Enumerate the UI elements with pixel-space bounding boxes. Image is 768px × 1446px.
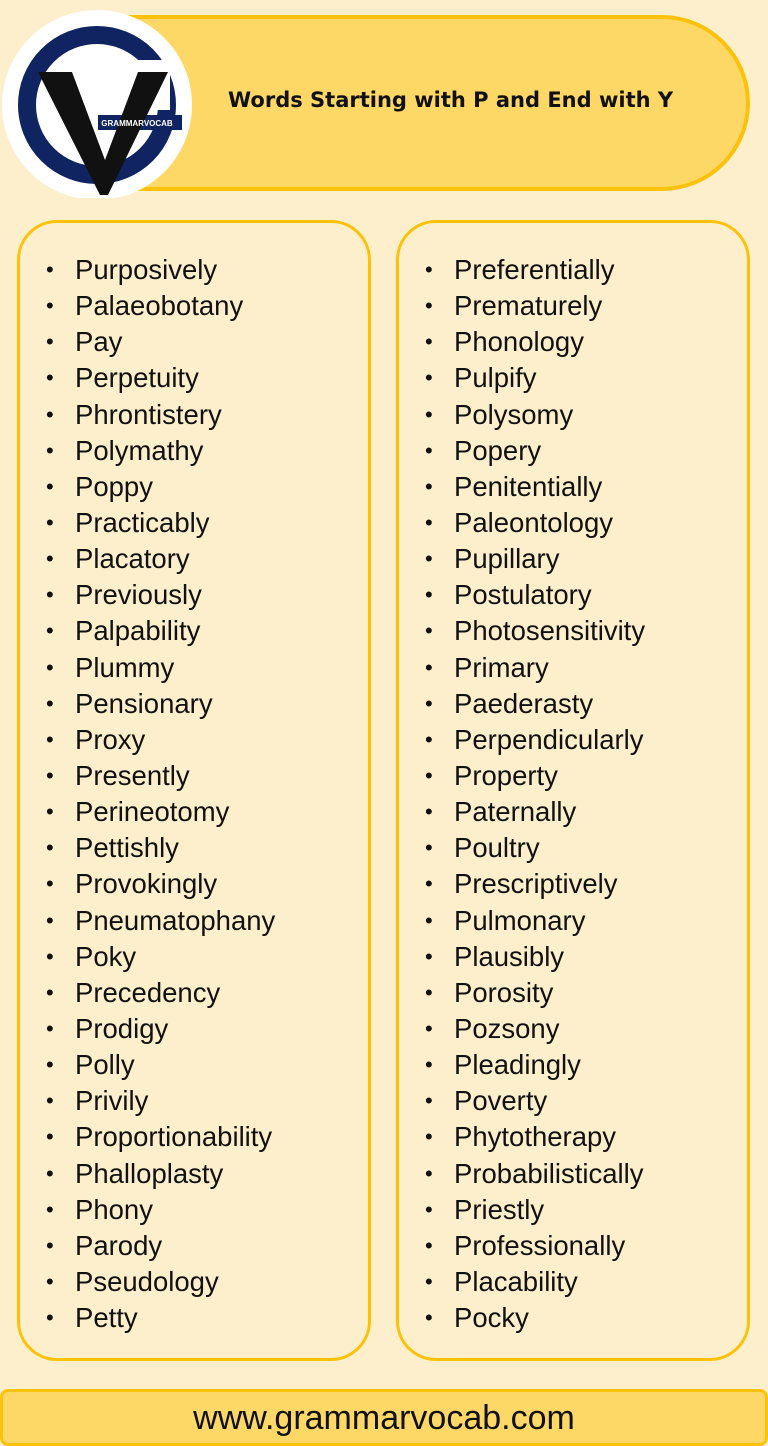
word-list-item	[20, 613, 368, 649]
bullet-icon: •	[46, 871, 54, 897]
word-text: Pneumatophany	[75, 904, 276, 936]
word-list-item	[399, 252, 747, 288]
word-text: Proportionability	[75, 1121, 273, 1153]
bullet-icon: •	[46, 618, 54, 644]
bullet-icon: •	[46, 329, 54, 355]
word-list-item	[20, 939, 368, 975]
word-list-item	[399, 541, 747, 577]
word-text: Phytotherapy	[454, 1121, 617, 1153]
bullet-icon: •	[46, 979, 54, 1005]
bullet-icon: •	[46, 1015, 54, 1041]
word-list-item	[20, 794, 368, 830]
bullet-icon: •	[46, 1232, 54, 1258]
bullet-icon: •	[425, 1124, 433, 1150]
word-list-item	[20, 830, 368, 866]
bullet-icon: •	[46, 1124, 54, 1150]
word-text: Pupillary	[454, 543, 560, 575]
word-list-item	[399, 613, 747, 649]
word-list-item	[20, 1228, 368, 1264]
word-text: Presently	[75, 759, 190, 791]
bullet-icon: •	[46, 654, 54, 680]
word-list-item	[20, 252, 368, 288]
word-list-item	[399, 1156, 747, 1192]
word-text: Pleadingly	[454, 1049, 581, 1081]
bullet-icon: •	[46, 293, 54, 319]
word-text: Pay	[75, 326, 123, 358]
bullet-icon: •	[425, 618, 433, 644]
bullet-icon: •	[425, 257, 433, 282]
word-text: Phalloplasty	[75, 1157, 224, 1189]
word-text: Probabilistically	[454, 1157, 644, 1189]
word-text: Palaeobotany	[75, 290, 244, 322]
word-text: Phrontistery	[75, 398, 222, 430]
bullet-icon: •	[46, 437, 54, 463]
bullet-icon: •	[46, 582, 54, 608]
bullet-icon: •	[425, 871, 433, 897]
bullet-icon: •	[425, 1196, 433, 1222]
word-text: Pocky	[454, 1302, 529, 1334]
word-text: Prematurely	[454, 290, 603, 322]
word-list-item	[20, 288, 368, 324]
bullet-icon: •	[425, 1052, 433, 1078]
word-list-item	[399, 1047, 747, 1083]
word-list-item	[20, 505, 368, 541]
word-text: Pseudology	[75, 1265, 219, 1297]
word-list-item	[399, 505, 747, 541]
word-text: Petty	[75, 1302, 138, 1334]
word-text: Polymathy	[75, 434, 204, 466]
bullet-icon: •	[46, 1160, 54, 1186]
word-text: Poultry	[454, 832, 540, 864]
word-text: Pensionary	[75, 687, 213, 719]
word-text: Photosensitivity	[454, 615, 646, 647]
word-list-item	[399, 324, 747, 360]
word-text: Perpetuity	[75, 362, 199, 394]
word-list-item	[399, 397, 747, 433]
bullet-icon: •	[425, 1268, 433, 1294]
bullet-icon: •	[425, 907, 433, 933]
word-list-item	[20, 433, 368, 469]
word-text: Paternally	[454, 796, 577, 828]
word-list-item	[399, 469, 747, 505]
word-list-item	[399, 1083, 747, 1119]
bullet-icon: •	[46, 509, 54, 535]
word-text: Privily	[75, 1085, 149, 1117]
word-list-item	[399, 1119, 747, 1155]
word-text: Pulpify	[454, 362, 537, 394]
bullet-icon: •	[46, 799, 54, 825]
bullet-icon: •	[425, 509, 433, 535]
bullet-icon: •	[425, 799, 433, 825]
word-text: Purposively	[75, 254, 218, 285]
word-list-item	[399, 577, 747, 613]
word-list-item	[399, 866, 747, 902]
bullet-icon: •	[46, 1268, 54, 1294]
bullet-icon: •	[46, 726, 54, 752]
bullet-icon: •	[425, 437, 433, 463]
word-list-item	[20, 686, 368, 722]
word-list-item	[20, 1156, 368, 1192]
bullet-icon: •	[425, 329, 433, 355]
word-text: Penitentially	[454, 470, 603, 502]
bullet-icon: •	[425, 473, 433, 499]
word-list-item	[20, 975, 368, 1011]
word-text: Polly	[75, 1049, 135, 1081]
word-list-item	[399, 758, 747, 794]
bullet-icon: •	[46, 1052, 54, 1078]
word-list-item	[20, 1119, 368, 1155]
grammarvocab-logo	[0, 10, 195, 198]
bullet-icon: •	[425, 365, 433, 391]
word-text: Previously	[75, 579, 202, 611]
word-list-item	[399, 830, 747, 866]
bullet-icon: •	[46, 546, 54, 572]
bullet-icon: •	[46, 1196, 54, 1222]
left-word-list	[17, 220, 371, 1361]
word-text: Phony	[75, 1193, 153, 1225]
word-text: Pozsony	[454, 1012, 560, 1044]
word-list-item	[399, 1011, 747, 1047]
bullet-icon: •	[425, 546, 433, 572]
word-list-item	[399, 939, 747, 975]
word-text: Paleontology	[454, 506, 614, 538]
bullet-icon: •	[46, 835, 54, 861]
word-list-item	[20, 866, 368, 902]
word-list-item	[399, 433, 747, 469]
word-list-item	[399, 360, 747, 396]
word-text: Provokingly	[75, 868, 218, 900]
word-list-item	[20, 758, 368, 794]
bullet-icon: •	[46, 943, 54, 969]
word-list-item	[20, 903, 368, 939]
word-list-item	[20, 1047, 368, 1083]
word-list-item	[20, 1264, 368, 1300]
bullet-icon: •	[425, 293, 433, 319]
bullet-icon: •	[425, 1015, 433, 1041]
word-text: Phonology	[454, 326, 584, 358]
word-text: Popery	[454, 434, 542, 466]
svg-text:GRAMMARVOCAB: GRAMMARVOCAB	[101, 119, 173, 128]
word-list-item	[20, 1083, 368, 1119]
word-text: Prescriptively	[454, 868, 618, 900]
bullet-icon: •	[425, 1088, 433, 1114]
bullet-icon: •	[46, 473, 54, 499]
word-text: Proxy	[75, 723, 146, 755]
word-text: Placability	[454, 1265, 578, 1297]
bullet-icon: •	[425, 762, 433, 788]
bullet-icon: •	[425, 979, 433, 1005]
bullet-icon: •	[425, 943, 433, 969]
word-list-item	[399, 975, 747, 1011]
word-text: Porosity	[454, 976, 554, 1008]
word-text: Paederasty	[454, 687, 594, 719]
word-list-item	[399, 650, 747, 686]
word-list-item	[20, 722, 368, 758]
word-text: Postulatory	[454, 579, 592, 611]
word-list-item	[20, 1011, 368, 1047]
bullet-icon: •	[46, 365, 54, 391]
word-text: Prodigy	[75, 1012, 169, 1044]
bullet-icon: •	[46, 762, 54, 788]
word-text: Property	[454, 759, 558, 791]
word-text: Polysomy	[454, 398, 574, 430]
bullet-icon: •	[46, 907, 54, 933]
bullet-icon: •	[425, 835, 433, 861]
word-list-item	[20, 397, 368, 433]
word-list-item	[20, 324, 368, 360]
word-list-item	[20, 469, 368, 505]
word-list-item	[399, 686, 747, 722]
word-list-item	[399, 1228, 747, 1264]
word-text: Perpendicularly	[454, 723, 644, 755]
bullet-icon: •	[46, 257, 54, 282]
word-list-item	[399, 722, 747, 758]
word-list-item	[399, 288, 747, 324]
word-text: Parody	[75, 1229, 163, 1261]
word-text: Priestly	[454, 1193, 545, 1225]
word-text: Poverty	[454, 1085, 548, 1117]
word-text: Poppy	[75, 470, 153, 502]
bullet-icon: •	[425, 1232, 433, 1258]
word-list-item	[20, 650, 368, 686]
bullet-icon: •	[425, 1305, 433, 1331]
word-text: Precedency	[75, 976, 221, 1008]
page-title: Words Starting with P and End with Y	[228, 88, 674, 112]
word-text: Preferentially	[454, 254, 615, 285]
word-text: Poky	[75, 940, 137, 972]
bullet-icon: •	[425, 401, 433, 427]
word-text: Practicably	[75, 506, 210, 538]
bullet-icon: •	[425, 690, 433, 716]
right-word-list	[396, 220, 750, 1361]
word-text: Professionally	[454, 1229, 626, 1261]
word-text: Perineotomy	[75, 796, 230, 828]
bullet-icon: •	[425, 582, 433, 608]
bullet-icon: •	[425, 726, 433, 752]
word-text: Plummy	[75, 651, 175, 683]
word-list-item	[399, 1300, 747, 1336]
word-list-item	[20, 577, 368, 613]
word-list-item	[399, 1264, 747, 1300]
bullet-icon: •	[425, 654, 433, 680]
website-url: www.grammarvocab.com	[0, 1389, 768, 1446]
word-list-item	[399, 1192, 747, 1228]
word-list-item	[399, 903, 747, 939]
word-text: Primary	[454, 651, 549, 683]
word-list-item	[20, 541, 368, 577]
word-text: Pulmonary	[454, 904, 586, 936]
word-text: Plausibly	[454, 940, 565, 972]
word-list-item	[399, 794, 747, 830]
word-text: Palpability	[75, 615, 201, 647]
word-list-item	[20, 1192, 368, 1228]
word-list-item	[20, 360, 368, 396]
word-text: Pettishly	[75, 832, 179, 864]
word-list-item	[20, 1300, 368, 1336]
bullet-icon: •	[46, 690, 54, 716]
bullet-icon: •	[46, 1088, 54, 1114]
bullet-icon: •	[46, 1305, 54, 1331]
bullet-icon: •	[425, 1160, 433, 1186]
bullet-icon: •	[46, 401, 54, 427]
word-text: Placatory	[75, 543, 190, 575]
